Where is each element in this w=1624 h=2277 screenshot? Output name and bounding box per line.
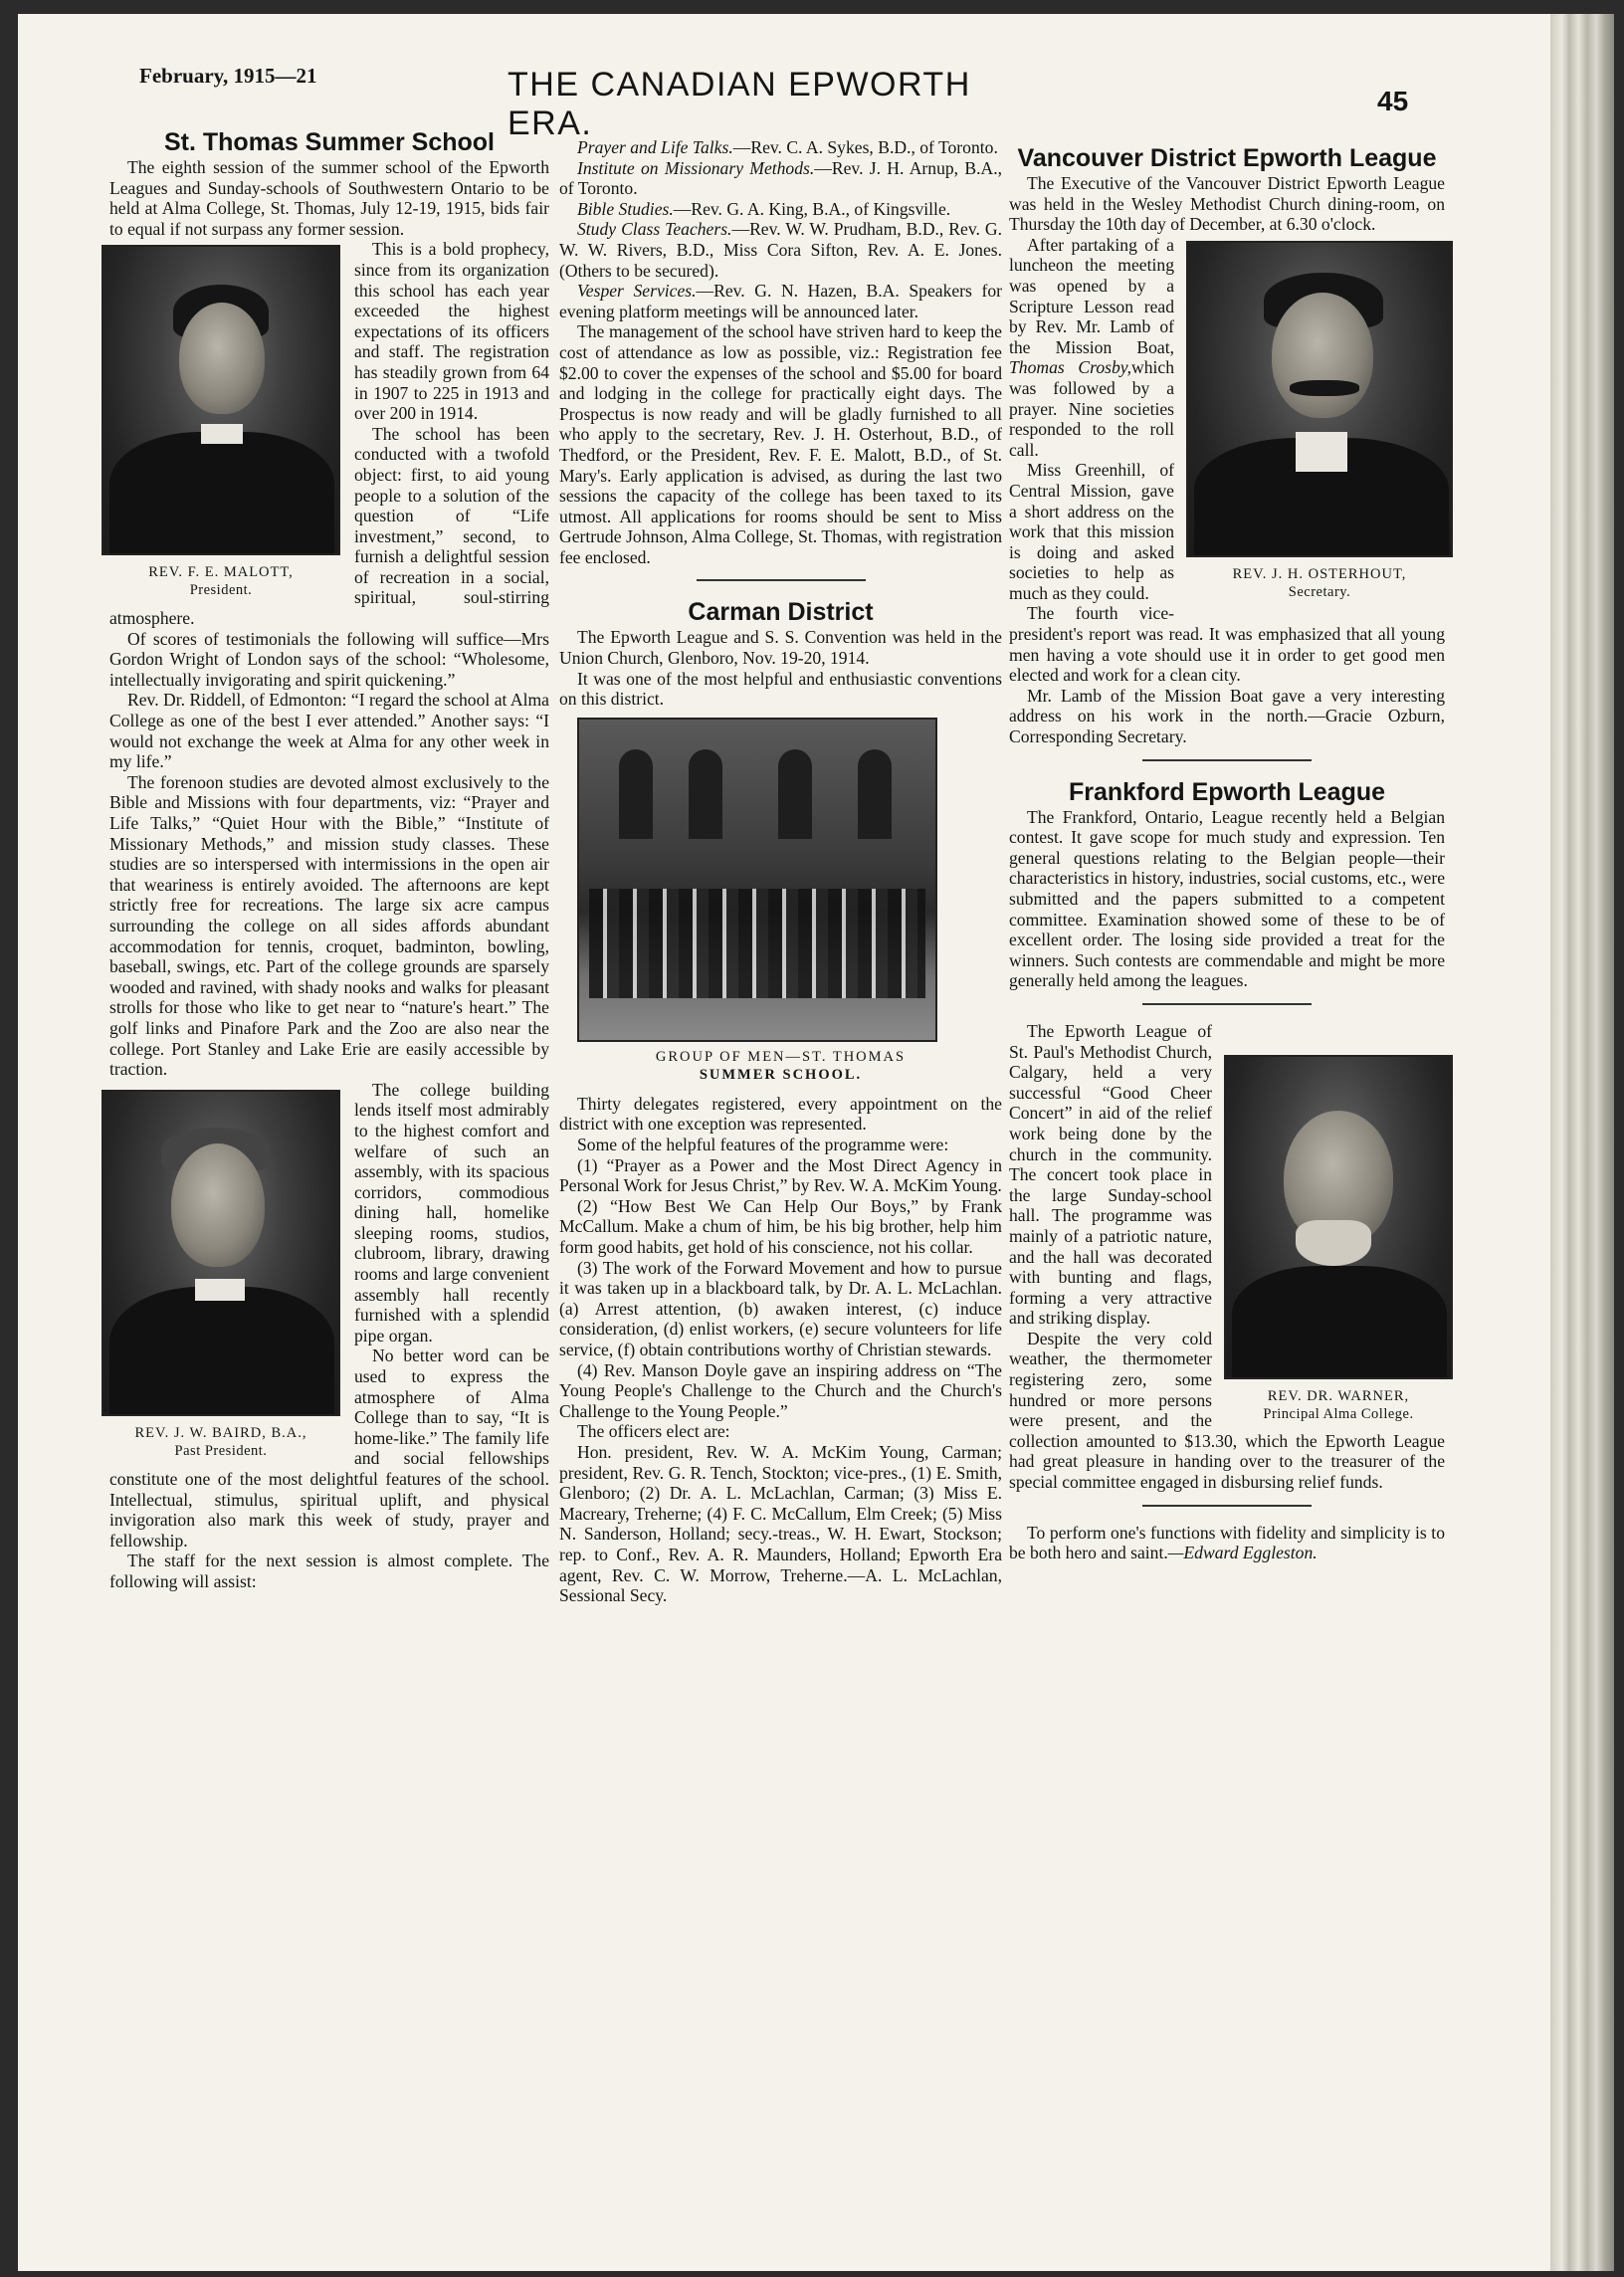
- paragraph: The officers elect are:: [577, 1421, 730, 1442]
- portrait-photo: [102, 1090, 340, 1416]
- paragraph: Thirty delegates registered, every appointment on the district with one exception was represented.: [559, 1093, 1002, 1135]
- paragraph: The staff for the next session is almost complete. The following will assist:: [109, 1551, 549, 1591]
- paragraph: (4) Rev. Manson Doyle gave an inspiring address on “The Young People's Challenge to the Church and the Church's Challenge to the Young People.”: [559, 1359, 1002, 1421]
- staff-entry: Prayer and Life Talks.—Rev. C. A. Sykes, B.D., of Toronto.: [577, 137, 998, 157]
- paragraph: The eighth session of the summer school of the Epworth Leagues and Sunday-schools of Southwestern Ontario to be held at Alma College, St. Thomas, July 12-19, 1915, bids fair to equal if not surpass any former session.: [109, 157, 549, 239]
- divider: [1142, 1003, 1312, 1005]
- issue-date: February, 1915—21: [139, 64, 317, 88]
- paragraph: The forenoon studies are devoted almost exclusively to the Bible and Missions with four departments, viz: “Prayer and Life Talks,” “Quiet Hour with the Bible,” “Institute of Missionary Methods,” and mission study classes. These studies are so interspersed with intermissions in the open air that weariness is entirely avoided. The afternoons are kept strictly free for recreations. The large six acre campus surrounding the college on all sides affords abundant accommodation for tennis, croquet, badminton, bowling, baseball, swings, etc. Part of the college grounds are sparsely wooded and ravined, with shady nooks and walks for pleasant strolls for those who like to get near to “nature's heart.” The golf links and Pinafore Park and the Zoo are also near the college. Port Stanley and Lake Erie are easily accessible by traction.: [109, 771, 549, 1080]
- article-heading-carman: Carman District: [688, 598, 874, 627]
- paragraph: The Executive of the Vancouver District Epworth League was held in the Wesley Methodist Church dining-room, on Thursday the 10th day of December, at 6.30 o'clock.: [1009, 173, 1445, 235]
- photo-caption: REV. J. H. OSTERHOUT, Secretary.: [1232, 565, 1407, 600]
- paragraph: (2) “How Best We Can Help Our Boys,” by Frank McCallum. Make a chum of him, be his big brother, help him form good habits, get hold of his conscience, not his collar.: [559, 1195, 1002, 1257]
- paragraph: Some of the helpful features of the programme were:: [577, 1135, 949, 1155]
- paragraph: Miss Greenhill, of Central Mission, gave a short address on the work that this mission is doing and asked societies to help as much as they could.: [1009, 460, 1174, 603]
- book-spine: [1550, 14, 1614, 2271]
- divider: [1142, 759, 1312, 761]
- article-heading-st-thomas: St. Thomas Summer School: [163, 128, 495, 156]
- portrait-photo: [102, 245, 340, 555]
- article-heading-frankford: Frankford Epworth League: [1068, 777, 1386, 806]
- paragraph: No better word can be used to express the atmosphere of Alma College than to say, “It is home-like.” The family life and social fellowships constitute one of the most delightful features of the school. Intellectual, stimulus, spiritual uplift, and physical invigoration also mark this week of study, prayer and fellowship.: [109, 1346, 549, 1551]
- paragraph: It was one of the most helpful and enthusiastic conventions on this district.: [559, 668, 1002, 710]
- paragraph: Of scores of testimonials the following will suffice—Mrs Gordon Wright of London says of the school: “Wholesome, intellectually invigorating and spirit quickening.”: [109, 628, 549, 690]
- paragraph: The school has been conducted with a twofold object: first, to aid young people to a solution of the question of “Life investment,” second, to furnish a delightful session of recreation in a social, spiritual, soul-stirring atmosphere.: [109, 423, 549, 629]
- photo-caption: REV. J. W. BAIRD, B.A., Past President.: [134, 1424, 307, 1459]
- staff-entry: Institute on Missionary Methods.—Rev. J. H. Arnup, B.A., of Toronto.: [559, 157, 1002, 199]
- paragraph: Rev. Dr. Riddell, of Edmonton: “I regard the school at Alma College as one of the best I ever attended.” Another says: “I would not exchange the week at Alma for any other week in my life.”: [109, 690, 549, 772]
- portrait-warner: [1224, 1055, 1453, 1423]
- portrait-photo: [1224, 1055, 1453, 1379]
- paragraph: Hon. president, Rev. W. A. McKim Young, Carman; president, Rev. G. R. Tench, Stockton; vice-pres., (1) E. Smith, Glenboro; (2) Dr. A. L. McLachlan, Carman; (3) Miss E. Macreary, Treherne; (4) F. C. McCallum, Elm Creek; (5) Miss N. Sanderson, Holland; secy.-treas., W. H. Ewart, Stockson; rep. to Conf., Rev. A. R. Maunders, Holland; Epworth Era agent, Rev. C. W. Morrow, Treherne.—A. L. McLachlan, Sessional Secy.: [559, 1441, 1002, 1606]
- paragraph: (3) The work of the Forward Movement and how to pursue it was taken up in a blackboard talk, by Dr. A. L. McLachlan. (a) Arrest attention, (b) awaken interest, (c) induce consideration, (d) enlist workers, (e) secure volunteers for life service, (f) obtain contributions worthy of Christian stewards.: [559, 1257, 1002, 1359]
- portrait-photo: [1186, 241, 1453, 557]
- paragraph: Despite the very cold weather, the thermometer registering zero, some hundred or more persons were present, and the collection amounted to $13.30, which the Epworth League had great pleasure in handing over to the treasurer of the special committee engaged in disbursing relief funds.: [1009, 1328, 1445, 1493]
- paragraph: The management of the school have striven hard to keep the cost of attendance as low as possible, viz.: Registration fee $2.00 to cover the expenses of the school and $5.00 for board and lodging in the college for practically eight days. The Prospectus is now ready and will be gladly furnished to all who apply to the secretary, Rev. J. H. Osterhout, B.D., of Thedford, or the President, Rev. F. E. Malott, B.D., of St. Mary's. Early application is advised, as during the last two sessions the capacity of the college has been taxed to its utmost. All applications for rooms should be sent to Miss Gertrude Johnson, Alma College, St. Thomas, with registration fee enclosed.: [559, 321, 1002, 567]
- paragraph: (1) “Prayer as a Power and the Most Direct Agency in Personal Work for Jesus Christ,” by Rev. W. A. McKim Young.: [559, 1154, 1002, 1196]
- staff-entry: Bible Studies.—Rev. G. A. King, B.A., of Kingsville.: [577, 198, 951, 219]
- column-3: [1009, 143, 1445, 1563]
- paragraph: Mr. Lamb of the Mission Boat gave a very interesting address on his work in the north.—Gracie Ozburn, Corresponding Secretary.: [1009, 685, 1445, 747]
- paragraph: The fourth vice-president's report was read. It was emphasized that all young men having a vote should use it in order to get good men elected and work for a clean city.: [1009, 603, 1445, 686]
- paragraph: The Epworth League of St. Paul's Methodist Church, Calgary, held a very successful “Good Cheer Concert” in aid of the relief work being done by the church in the community. The concert took place in the large Sunday-school hall. The programme was mainly of a patriotic nature, and the hall was decorated with bunting and flags, forming a very attractive and striking display.: [1009, 1020, 1212, 1329]
- paragraph: After partaking of a luncheon the meeting was opened by a Scripture Lesson read by Rev. Mr. Lamb of the Mission Boat, Thomas Crosby,which was followed by a prayer. Nine societies responded to the roll call.: [1009, 234, 1174, 460]
- paragraph: The college building lends itself most admirably to the highest comfort and welfare of such an assembly, with its spacious corridors, commodious dining hall, homelike sleeping rooms, studios, clubroom, library, drawing rooms and large convenient assembly hall recently furnished with a splendid pipe organ.: [354, 1079, 549, 1346]
- closing-quote: To perform one's functions with fidelity and simplicity is to be both hero and saint.—Edward Eggleston.: [1009, 1522, 1445, 1563]
- photo-caption: REV. DR. WARNER, Principal Alma College.: [1263, 1387, 1414, 1422]
- page-number: 45: [1377, 86, 1409, 116]
- column-1: [109, 127, 549, 1592]
- portrait-baird: [102, 1090, 340, 1460]
- paragraph: The Frankford, Ontario, League recently held a Belgian contest. It gave scope for much study and expression. Ten general questions relating to the Belgian people—their characteristics in history, industries, social customs, etc., were submitted and the papers submitted to a competent committee. Examination showed some of these to be of excellent order. The losing side provided a treat for the winners. Such contests are commendable and might be more generally held among the leagues.: [1009, 806, 1445, 991]
- portrait-malott: [102, 245, 340, 599]
- divider: [1142, 1505, 1312, 1507]
- paragraph: The Epworth League and S. S. Convention was held in the Union Church, Glenboro, Nov. 19-20, 1914.: [559, 627, 1002, 669]
- photo-caption: GROUP OF MEN—ST. THOMAS SUMMER SCHOOL.: [655, 1048, 907, 1083]
- magazine-title: THE CANADIAN EPWORTH ERA.: [508, 66, 971, 142]
- staff-entry: Study Class Teachers.—Rev. W. W. Prudham, B.D., Rev. G. W. W. Rivers, B.D., Miss Cora Sifton, Rev. A. E. Jones. (Others to be secured).: [559, 219, 1002, 281]
- photo-caption: REV. F. E. MALOTT, President.: [148, 564, 294, 599]
- divider: [697, 579, 866, 581]
- article-heading-vancouver: Vancouver District Epworth League: [1017, 144, 1437, 172]
- group-photo: [577, 718, 937, 1042]
- staff-entry: Vesper Services.—Rev. G. N. Hazen, B.A. Speakers for evening platform meetings will be announced later.: [559, 281, 1002, 321]
- column-2: [559, 137, 1002, 1606]
- paragraph: This is a bold prophecy, since from its organization this school has each year exceeded the highest expectations of its officers and staff. The registration has steadily grown from 64 in 1907 to 225 in 1913 and over 200 in 1914.: [354, 239, 549, 424]
- portrait-osterhout: [1186, 241, 1453, 601]
